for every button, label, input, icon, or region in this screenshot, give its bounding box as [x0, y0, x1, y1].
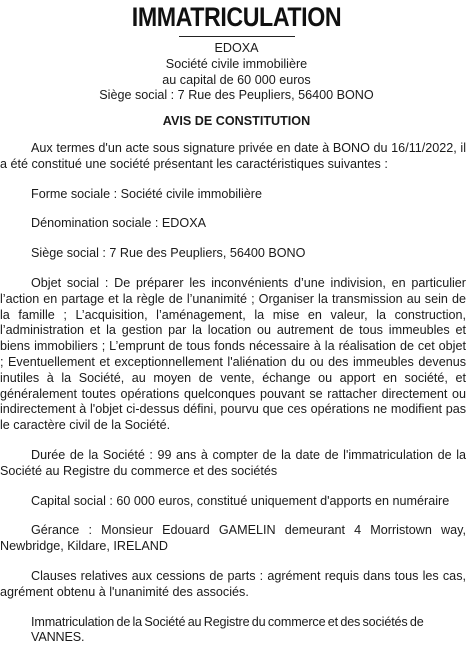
objet-paragraph [0, 276, 473, 434]
section-heading: AVIS DE CONSTITUTION [162, 114, 311, 129]
company-capital: au capital de 60 000 euros [162, 72, 311, 87]
company-type: Société civile immobilière [165, 56, 308, 71]
forme-paragraph: Forme sociale : Société civile immobilière [31, 186, 262, 201]
title-divider [179, 36, 295, 37]
company-name: EDOXA [214, 41, 259, 55]
clauses-paragraph [0, 569, 473, 601]
duree-text: Durée de la Société : 99 ans à compter de la date de l'immatriculation de la Société au Registre du commerce et des sociétés [0, 447, 466, 478]
notice-title: IMMATRICULATION [131, 2, 342, 32]
immatriculation-paragraph: Immatriculation de la Société au Registre du commerce et des sociétés de VANNES. [31, 614, 424, 645]
denomination-paragraph: Dénomination sociale : EDOXA [31, 216, 206, 231]
intro-text: Aux termes d'un acte sous signature privée en date à BONO du 16/11/2022, il a été constitué une société présentant les caractéristiques suivantes : [0, 140, 466, 171]
objet-text: Objet social : De préparer les inconvénients d’une indivision, en particulier l’action en partage et la règle de l’unanimité ; Organiser la transmission au sein de la famille ; L’acquisition, l’aménagement, la mise en valeur, la construction, l’administration et la gestion par la location ou autrement de tous immeubles et biens immobiliers ; L’emprunt de tous fonds nécessaire à la réalisation de cet objet ; Eventuellement et exceptionnellement l'aliénation du ou des immeubles devenus inutiles à la Société, au moyen de vente, échange ou apport en société, et généralement toutes opérations quelconques pouvant se rattacher directement ou indirectement à l'objet ci-dessus défini, pourvu que ces opérations ne modifient pas le caractère civil de la Société. [0, 275, 466, 433]
company-header [0, 41, 473, 104]
capital-paragraph: Capital social : 60 000 euros, constitué uniquement d'apports en numéraire [31, 493, 450, 508]
company-seat: Siège social : 7 Rue des Peupliers, 56400 BONO [99, 88, 374, 103]
gerance-text: Gérance : Monsieur Edouard GAMELIN demeurant 4 Morristown way, Newbridge, Kildare, IRELAND [0, 523, 466, 554]
gerance-paragraph [0, 523, 473, 555]
clauses-text: Clauses relatives aux cessions de parts : agrément requis dans tous les cas, agrément obtenu à l'unanimité des associés. [0, 568, 466, 599]
siege-paragraph: Siège social : 7 Rue des Peupliers, 56400 BONO [31, 246, 306, 261]
intro-paragraph [0, 141, 473, 173]
duree-paragraph [0, 448, 473, 480]
